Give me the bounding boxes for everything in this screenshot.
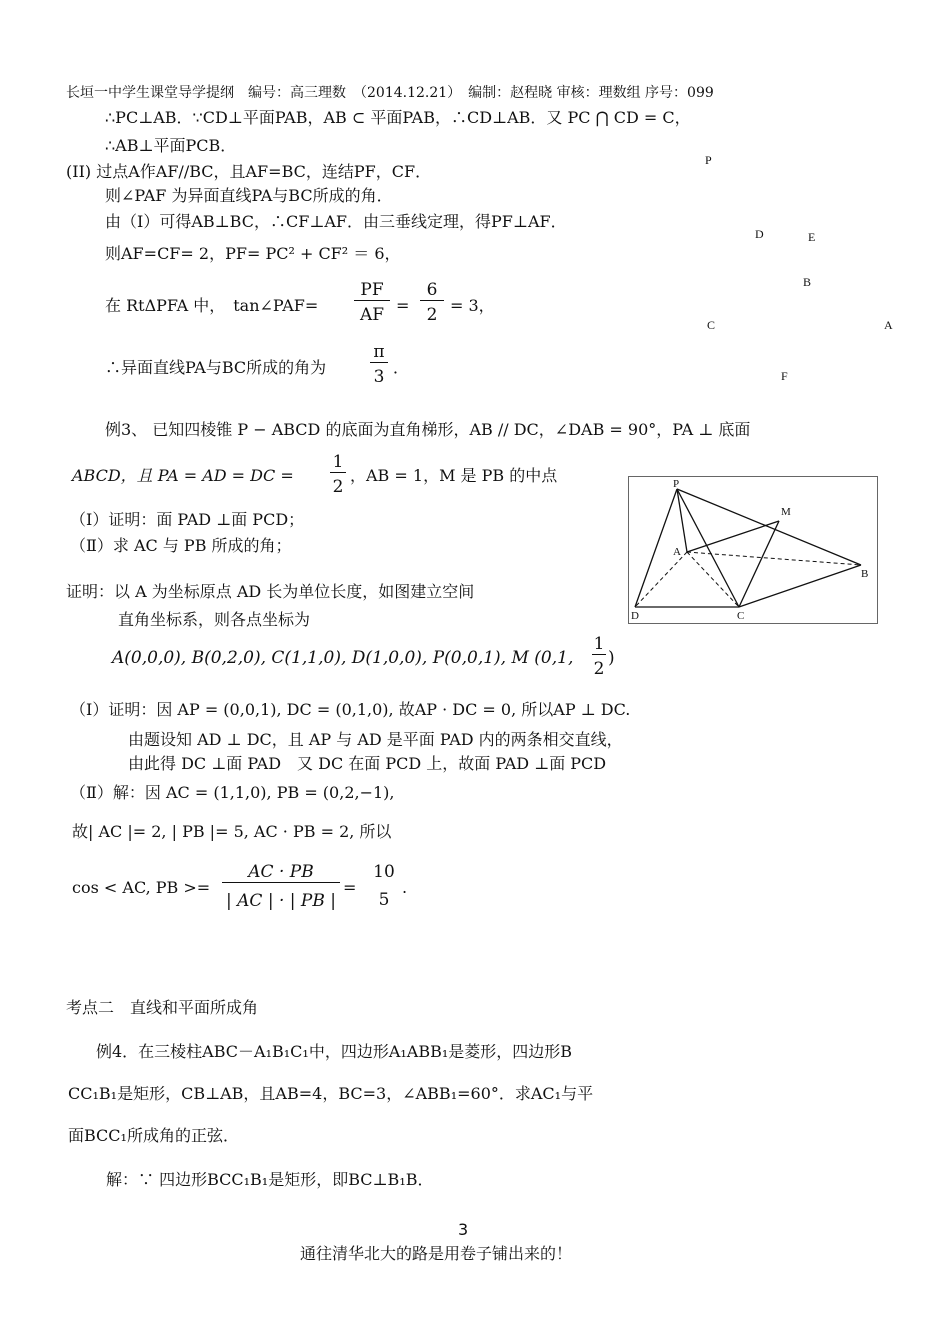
proof-line: ∴异面直线PA与BC所成的角为 [105, 358, 327, 377]
denominator: 2 [330, 472, 346, 497]
example-3-statement: 例3、 已知四棱锥 P − ABCD 的底面为直角梯形，AB // DC，∠DAB = 90°，PA ⊥ 底面 [105, 420, 751, 439]
numerator: AC · PB [248, 862, 314, 882]
denominator: AF [354, 300, 390, 325]
numerator: 1 [593, 634, 605, 654]
numerator: 6 [426, 280, 438, 300]
example-4-statement: 例4．在三棱柱ABC－A₁B₁C₁中，四边形A₁ABB₁是菱形，四边形B [96, 1042, 573, 1061]
edge-cm [739, 521, 779, 607]
denominator: 5 [378, 890, 390, 910]
fraction-1-2 [592, 634, 606, 679]
proof-line: 在 RtΔPFA 中， tan∠PAF= [105, 296, 319, 315]
proof-line: 由题设知 AD ⊥ DC，且 AP 与 AD 是平面 PAD 内的两条相交直线， [128, 730, 623, 749]
edge-ac-hidden [687, 552, 739, 607]
vertex-label-a: A [673, 546, 681, 558]
denominator: 2 [420, 300, 444, 325]
figure-label-b: B [803, 275, 812, 289]
proof-line: 直角坐标系，则各点坐标为 [118, 610, 311, 629]
figure-label-e: E [808, 230, 816, 244]
proof-line: 则AF=CF= 2，PF= PC² + CF² ＝ 6， [105, 244, 401, 263]
fraction-pi-3 [370, 342, 388, 387]
proof-line: 故| AC |= 2, | PB |= 5, AC · PB = 2, 所以 [72, 822, 392, 841]
figure-label-p: P [705, 153, 712, 167]
figure-label-c: C [707, 318, 716, 332]
fraction-dot-product [222, 862, 340, 911]
section-title: 考点二 直线和平面所成角 [66, 998, 259, 1017]
example-4-statement: CC₁B₁是矩形，CB⊥AB，且AB=4，BC=3，∠ABB₁=60°．求AC₁与平 [68, 1084, 594, 1103]
denominator: 3 [370, 362, 388, 387]
proof-line: 由（Ⅰ）可得AB⊥BC，∴CF⊥AF．由三垂线定理，得PF⊥AF． [105, 212, 567, 231]
question-1: （Ⅰ）证明：面 PAD ⊥面 PCD； [70, 510, 305, 529]
proof-line: 则∠PAF 为异面直线PA与BC所成的角． [105, 186, 393, 205]
proof-line: 由此得 DC ⊥面 PAD 又 DC 在面 PCD 上，故面 PAD ⊥面 PCD [128, 754, 607, 773]
proof-line: ∴AB⊥平面PCB． [105, 136, 237, 155]
fraction-6-2 [420, 280, 444, 325]
solution-line: 解：∵ 四边形BCC₁B₁是矩形，即BC⊥B₁B． [106, 1170, 434, 1189]
figure-label-d: D [755, 227, 764, 241]
pyramid-figure [628, 476, 878, 624]
proof-line: （Ⅰ）证明：因 AP = (0,0,1), DC = (0,1,0), 故AP · DC = 0, 所以AP ⊥ DC. [70, 700, 631, 719]
period: . [402, 878, 408, 897]
proof-line: ∴PC⊥AB．∵CD⊥平面PAB，AB ⊂ 平面PAB，∴CD⊥AB．又 PC ⋂ CD = C， [105, 108, 691, 127]
pyramid-diagram [629, 477, 877, 623]
numerator: 1 [332, 452, 344, 472]
equals-sign: = [396, 296, 410, 315]
fraction-pf-af [354, 280, 390, 325]
vertex-label-m: M [781, 506, 791, 518]
equals-sign: = [343, 878, 357, 897]
denominator: 2 [592, 654, 606, 679]
edge-am [687, 521, 779, 552]
vertex-label-p: P [673, 478, 680, 490]
vertex-label-d: D [631, 610, 639, 622]
coordinates-line: A(0,0,0), B(0,2,0), C(1,1,0), D(1,0,0), P(0,0,1), M (0,1, [112, 648, 574, 668]
vertex-label-b: B [861, 568, 869, 580]
cosine-formula: cos < AC, PB >= [72, 878, 211, 897]
fraction-10-5 [370, 862, 398, 910]
numerator: PF [360, 280, 384, 300]
example-3-statement: ABCD，且 PA = AD = DC = [72, 466, 294, 485]
vertex-label-c: C [737, 610, 745, 622]
proof-line: （Ⅱ）解：因 AC = (1,1,0), PB = (0,2,−1), [70, 783, 395, 802]
proof-line-end: = 3， [450, 296, 495, 315]
edge-pd [635, 489, 677, 607]
proof-line-end: ． [393, 358, 410, 377]
figure-label-a: A [884, 318, 893, 332]
example-3-statement: ，AB = 1，M 是 PB 的中点 [350, 466, 558, 485]
example-4-statement: 面BCC₁所成角的正弦． [68, 1126, 239, 1145]
footer-motto: 通往清华北大的路是用卷子铺出来的！ [300, 1244, 573, 1263]
proof-line: (II) 过点A作AF//BC，且AF=BC，连结PF，CF． [66, 162, 432, 181]
numerator: 10 [373, 862, 395, 882]
question-2: （Ⅱ）求 AC 与 PB 所成的角； [70, 536, 292, 555]
edge-cb [739, 565, 861, 607]
coordinates-line-end: ) [608, 648, 615, 668]
fraction-1-2 [330, 452, 346, 497]
denominator: | AC | · | PB | [222, 882, 340, 911]
edge-ad-hidden [635, 552, 687, 607]
numerator: π [373, 342, 385, 362]
page-header: 长垣一中学生课堂导学提纲 编号：高三理数 （2014.12.21） 编制：赵程晓 审核：理数组 序号：099 [66, 85, 714, 101]
proof-line: 证明：以 A 为坐标原点 AD 长为单位长度，如图建立空间 [66, 582, 475, 601]
page-number: 3 [458, 1220, 469, 1239]
figure-label-f: F [781, 369, 788, 383]
